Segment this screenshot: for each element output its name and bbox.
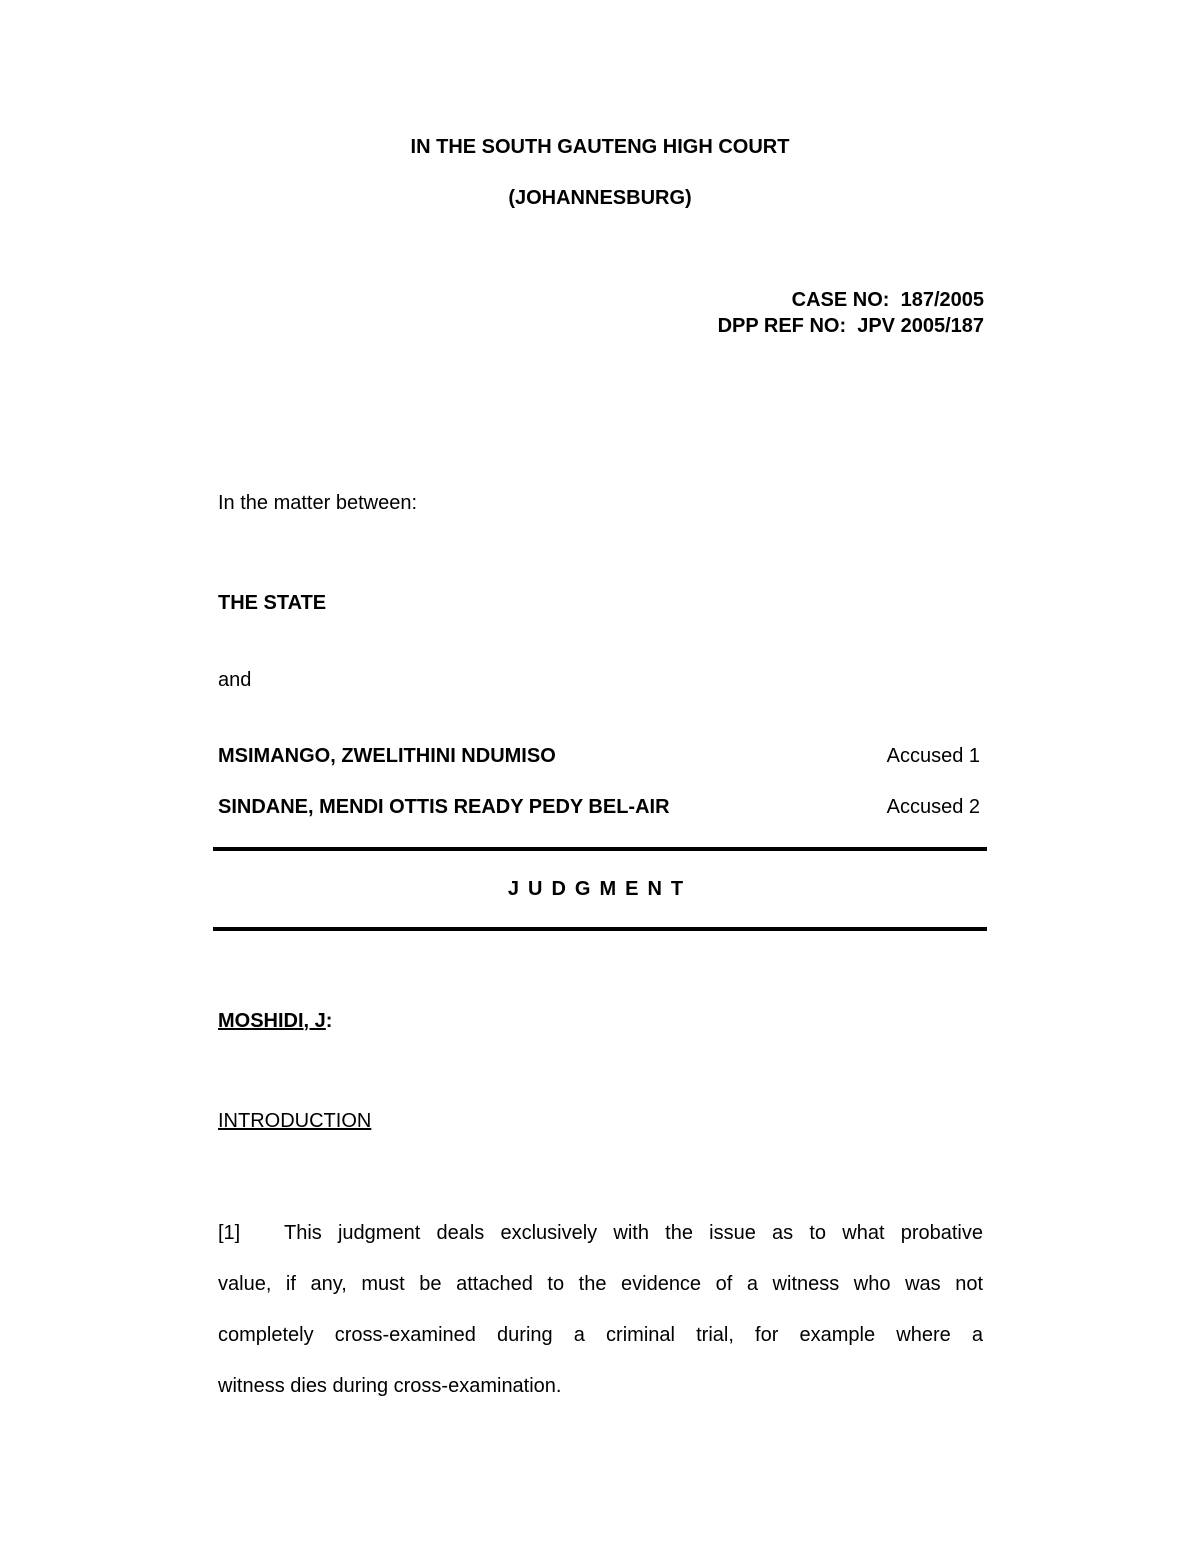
paragraph-line: value, if any, must be attached to the evidence of a witness who was not (218, 1273, 983, 1295)
court-division: (JOHANNESBURG) (508, 187, 692, 209)
accused-2-name: SINDANE, MENDI OTTIS READY PEDY BEL-AIR (218, 796, 670, 818)
matter-between-label: In the matter between: (218, 492, 418, 514)
accused-1-name: MSIMANGO, ZWELITHINI NDUMISO (218, 745, 556, 767)
judge-suffix: : (325, 1010, 333, 1032)
paragraph-line: witness dies during cross-examination. (218, 1375, 562, 1397)
accused-2-role: Accused 2 (886, 796, 980, 818)
accused-1-role: Accused 1 (886, 745, 980, 767)
dpp-reference-number: DPP REF NO: JPV 2005/187 (717, 315, 984, 337)
court-name: IN THE SOUTH GAUTENG HIGH COURT (410, 136, 790, 158)
judge-name: MOSHIDI, J (218, 1010, 326, 1032)
paragraph-line: completely cross-examined during a criminal trial, for example where a (218, 1324, 983, 1346)
paragraph-line (218, 1208, 983, 1259)
paragraph-line-text: This judgment deals exclusively with the issue as to what probative (284, 1222, 983, 1244)
section-heading: INTRODUCTION (218, 1110, 372, 1132)
bottom-divider (213, 927, 987, 931)
judge-heading (218, 1010, 332, 1033)
top-divider (213, 847, 987, 851)
plaintiff-name: THE STATE (218, 592, 327, 614)
conjunction-text: and (218, 669, 252, 691)
judgment-title: JUDGMENT (507, 878, 693, 900)
paragraph-1 (218, 1208, 983, 1412)
case-reference-block (718, 287, 984, 339)
case-number: CASE NO: 187/2005 (791, 289, 984, 311)
paragraph-number: [1] (218, 1222, 241, 1244)
